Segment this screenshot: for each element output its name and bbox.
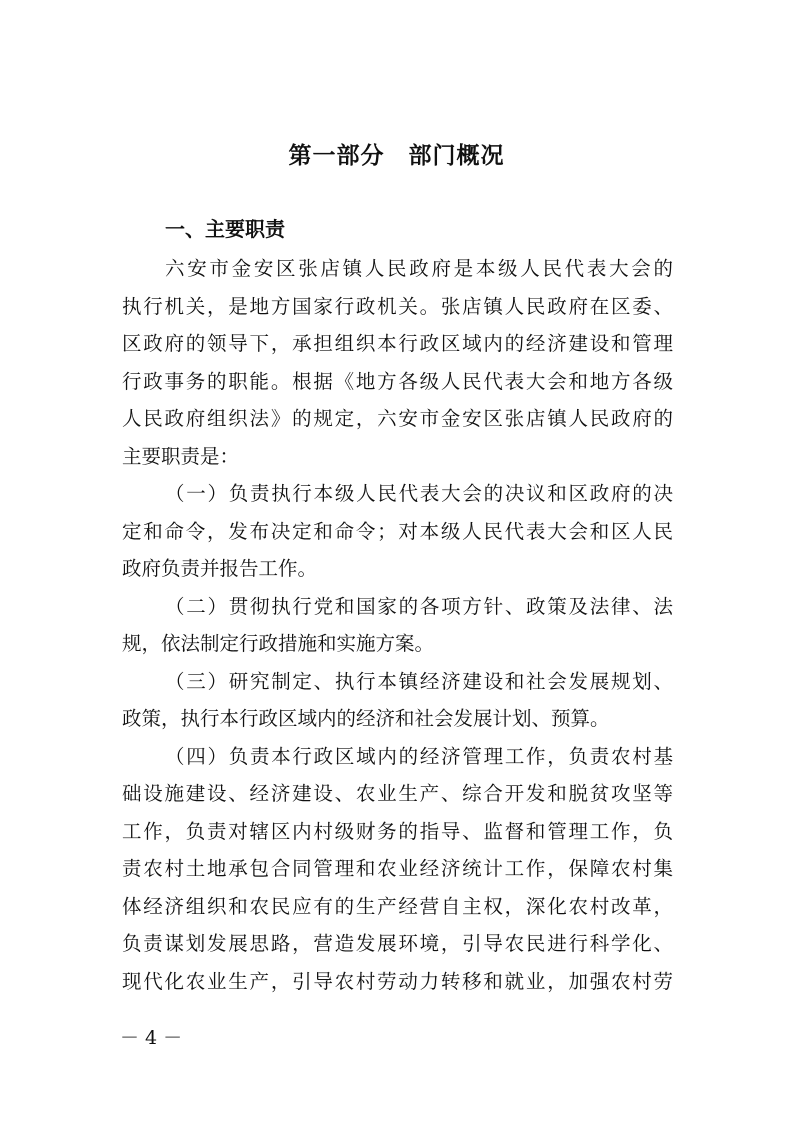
paragraph-line: 人民政府组织法》的规定，六安市金安区张店镇人民政府的	[122, 407, 673, 430]
paragraph-line: （一）负责执行本级人民代表大会的决议和区政府的决	[165, 482, 673, 505]
page-title: 第一部分 部门概况	[288, 143, 505, 169]
paragraph-line: 定和命令，发布决定和命令；对本级人民代表大会和区人民	[122, 520, 673, 543]
paragraph-line: （三）研究制定、执行本镇经济建设和社会发展规划、	[165, 670, 673, 693]
paragraph-line: 政府负责并报告工作。	[122, 557, 318, 580]
paragraph-line: （四）负责本行政区域内的经济管理工作，负责农村基	[165, 745, 673, 768]
paragraph-line: （二）贯彻执行党和国家的各项方针、政策及法律、法	[165, 595, 673, 618]
section-heading: 一、主要职责	[165, 217, 285, 241]
paragraph-line: 础设施建设、经济建设、农业生产、综合开发和脱贫攻坚等	[122, 782, 673, 805]
page-number: － 4 －	[120, 1027, 183, 1049]
paragraph-line: 行政事务的职能。根据《地方各级人民代表大会和地方各级	[122, 370, 673, 393]
paragraph-line: 规，依法制定行政措施和实施方案。	[122, 632, 435, 655]
paragraph-line: 六安市金安区张店镇人民政府是本级人民代表大会的	[165, 257, 673, 280]
paragraph-line: 责农村土地承包合同管理和农业经济统计工作，保障农村集	[122, 857, 673, 880]
paragraph-line: 执行机关，是地方国家行政机关。张店镇人民政府在区委、	[122, 295, 673, 318]
paragraph-line: 区政府的领导下，承担组织本行政区域内的经济建设和管理	[122, 332, 673, 355]
paragraph-line: 政策，执行本行政区域内的经济和社会发展计划、预算。	[122, 707, 610, 730]
paragraph-line: 负责谋划发展思路，营造发展环境，引导农民进行科学化、	[122, 932, 673, 955]
paragraph-line: 体经济组织和农民应有的生产经营自主权，深化农村改革，	[122, 895, 673, 918]
paragraph-line: 工作，负责对辖区内村级财务的指导、监督和管理工作，负	[122, 820, 673, 843]
paragraph-line: 主要职责是：	[122, 445, 240, 468]
paragraph-line: 现代化农业生产，引导农村劳动力转移和就业，加强农村劳	[122, 970, 673, 993]
